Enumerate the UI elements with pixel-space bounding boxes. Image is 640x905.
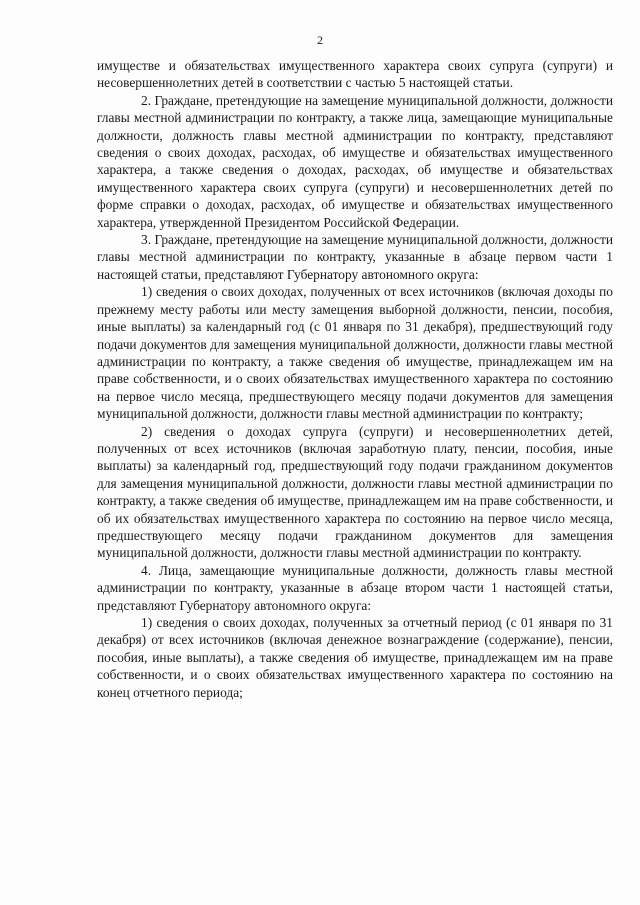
paragraph-section-4: 4. Лица, замещающие муниципальные должности, должность главы местной администрации по контракту, указанные в абзаце втором части 1 настоящей статьи, представляют Губернатору автономного округа:: [97, 562, 613, 613]
paragraph-section-3-item-1: 1) сведения о своих доходах, полученных от всех источников (включая доходы по прежнему месту работы или месту замещения выборной должности, пенсии, пособия, иные выплаты) за календарный год (с 01 января по 31 декабря), предшествующий году подачи документов для замещения муниципальной должности, должности главы местной администрации по контракту, а также сведения об имуществе, принадлежащем им на праве собственности, и о своих обязательствах имущественного характера по состоянию на первое число месяца, предшествующего месяцу подачи документов для замещения муниципальной должности, должности главы местной администрации по контракту;: [97, 284, 613, 422]
paragraph-continuation: имуществе и обязательствах имущественного характера своих супруга (супруги) и несовершеннолетних детей в соответствии с частью 5 настоящей статьи.: [97, 58, 613, 91]
document-body: [97, 57, 613, 701]
paragraph-section-3: 3. Граждане, претендующие на замещение муниципальной должности, должности главы местной администрации по контракту, указанные в абзаце первом части 1 настоящей статьи, представляют Губернатору автономного округа:: [97, 232, 613, 282]
paragraph-section-4-item-1: 1) сведения о своих доходах, полученных за отчетный период (с 01 января по 31 декабря) от всех источников (включая денежное вознаграждение (содержание), пенсии, пособия, иные выплаты), а также сведения об имуществе, принадлежащем им на праве собственности, и о своих обязательствах имущественного характера по состоянию на конец отчетного периода;: [97, 615, 613, 700]
paragraph-section-3-item-2: 2) сведения о доходах супруга (супруги) и несовершеннолетних детей, полученных от всех источников (включая заработную плату, пенсии, пособия, иные выплаты) за календарный год, предшествующий году подачи гражданином документов для замещения муниципальной должности, должности главы местной администрации по контракту, а также сведения об имуществе, принадлежащем им на праве собственности, и об их обязательствах имущественного характера по состоянию на первое число месяца, предшествующего месяцу подачи гражданином документов для замещения муниципальной должности, должности главы местной администрации по контракту.: [97, 423, 613, 561]
page-number: 2: [317, 33, 323, 47]
paragraph-section-2: 2. Граждане, претендующие на замещение муниципальной должности, должности главы местной администрации по контракту, а также лица, замещающие муниципальные должности, должность главы местной администрации по контракту, представляют сведения о своих доходах, расходах, об имуществе и обязательствах имущественного характера, а также сведения о доходах, расходах, об имуществе и обязательствах имущественного характера своих супруга (супруги) и несовершеннолетних детей по форме справки о доходах, расходах, об имуществе и обязательствах имущественного характера, утвержденной Президентом Российской Федерации.: [97, 92, 613, 230]
